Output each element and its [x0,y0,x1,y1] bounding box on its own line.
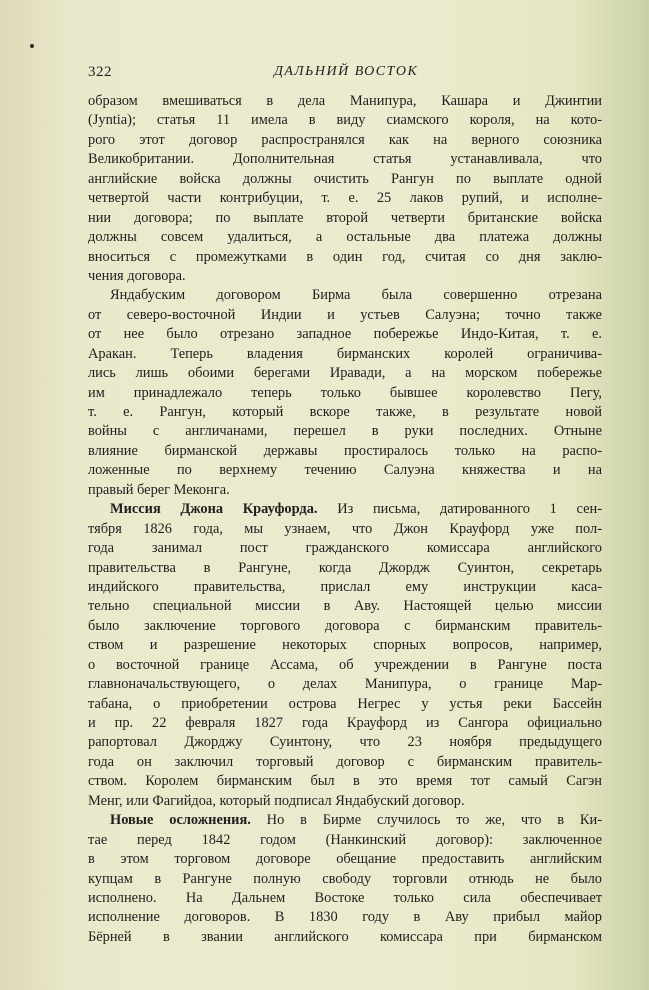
text-line: рапортовал Джорджу Суинтону, что 23 ноября предыдущего [88,734,602,751]
text-line: влияние бирманской державы простиралось только на распо- [88,442,602,459]
text-line: чения договора. [88,267,186,284]
text-line: ством и разрешение некоторых спорных вопросов, например, [88,637,602,654]
text-line: четвертой части контрибуции, т. е. 25 лаков рупий, и исполне- [88,190,602,207]
text-line: Великобритании. Дополнительная статья устанавливала, что [88,151,602,168]
body-text [88,92,602,947]
text-line: о восточной границе Ассама, об учреждении в Рангуне поста [88,656,602,673]
text-line: года он заключил торговый договор с бирманским правитель- [88,753,602,770]
text-line: от нее было отрезано западное побережье Индо-Китая, т. е. [88,326,602,343]
text-line: тае перед 1842 годом (Нанкинский договор): заключенное [88,831,602,848]
running-title: ДАЛЬНИЙ ВОСТОК [274,64,419,79]
text-line: вноситься с промежутками в один год, считая со дня заклю- [88,248,602,265]
page-header [88,64,558,86]
text-line: Менг, или Фагийдоа, который подписал Яндабуский договор. [88,792,465,809]
section-heading-continuation: Но в Бирме случилось то же, что в Ки- [250,812,602,829]
text-line: нии договора; по выплате второй четверти британские войска [88,209,602,226]
text-line: было заключение торгового договора с бирманским правитель- [88,617,602,634]
section-heading-line [88,811,602,830]
text-line: Аракан. Теперь владения бирманских королей ограничива- [88,345,602,362]
text-line: тельно специальной миссии в Аву. Настоящей целью миссии [88,598,602,615]
text-line: образом вмешиваться в дела Манипура, Кашара и Джинтии [88,93,602,109]
section-heading-complications: Новые осложнения. [110,812,251,829]
text-line: правительства в Рангуне, когда Джордж Суинтон, секретарь [88,559,602,576]
text-line: исполнено. На Дальнем Востоке только сила обеспечивает [88,889,602,906]
ink-speck [30,44,34,48]
section-heading-continuation: Из письма, датированного 1 сен- [317,501,602,518]
text-line: года занимал пост гражданского комиссара английского [88,540,602,557]
section-heading-mission: Миссия Джона Крауфорда. [110,501,318,518]
section-heading-line [88,500,602,519]
text-line: рого этот договор распространялся как на верного союзника [88,131,602,148]
text-line: индийского правительства, прислал ему инструкции каса- [88,578,602,595]
text-line: купцам в Рангуне полную свободу торговли отнюдь не было [88,870,602,887]
text-line: правый берег Меконга. [88,481,230,498]
page-number: 322 [88,64,112,80]
text-line: им принадлежало теперь только бывшее королевство Пегу, [88,384,602,401]
text-line: войны с англичанами, перешел в руки последних. Отныне [88,423,602,440]
text-line: и пр. 22 февраля 1827 года Крауфорд из Сангора официально [88,715,602,731]
text-line: ложенные по верхнему течению Салуэна княжества и на [88,462,602,479]
paragraph-start-line: Яндабуским договором Бирма была совершенно отрезана [110,287,602,304]
text-line: табана, о приобретении острова Негрес у устья реки Бассейн [88,695,602,712]
text-line: Бёрней в звании английского комиссара при бирманском [88,928,602,945]
text-line: тября 1826 года, мы узнаем, что Джон Крауфорд уже пол- [88,520,602,537]
text-line: в этом торговом договоре обещание предоставить английским [88,851,602,868]
text-line: английские войска должны очистить Рангун по выплате одной [88,170,602,187]
text-line: (Jyntia); статья 11 имела в виду сиамского короля, на кото- [88,112,602,129]
text-line: должны совсем удалиться, а остальные два платежа должны [88,229,602,246]
text-line: главноначальствующего, о делах Манипура, о границе Мар- [88,676,602,693]
text-line: т. е. Рангун, который вскоре также, в результате новой [88,404,602,420]
text-line: ством. Королем бирманским был в это время тот самый Сагэн [88,773,602,790]
text-line: исполнение договоров. В 1830 году в Аву прибыл майор [88,909,602,926]
text-line: от северо-восточной Индии и устьев Салуэна; точно также [88,306,602,323]
text-line: лись лишь обоими берегами Иравади, а на морском побережье [88,365,602,382]
